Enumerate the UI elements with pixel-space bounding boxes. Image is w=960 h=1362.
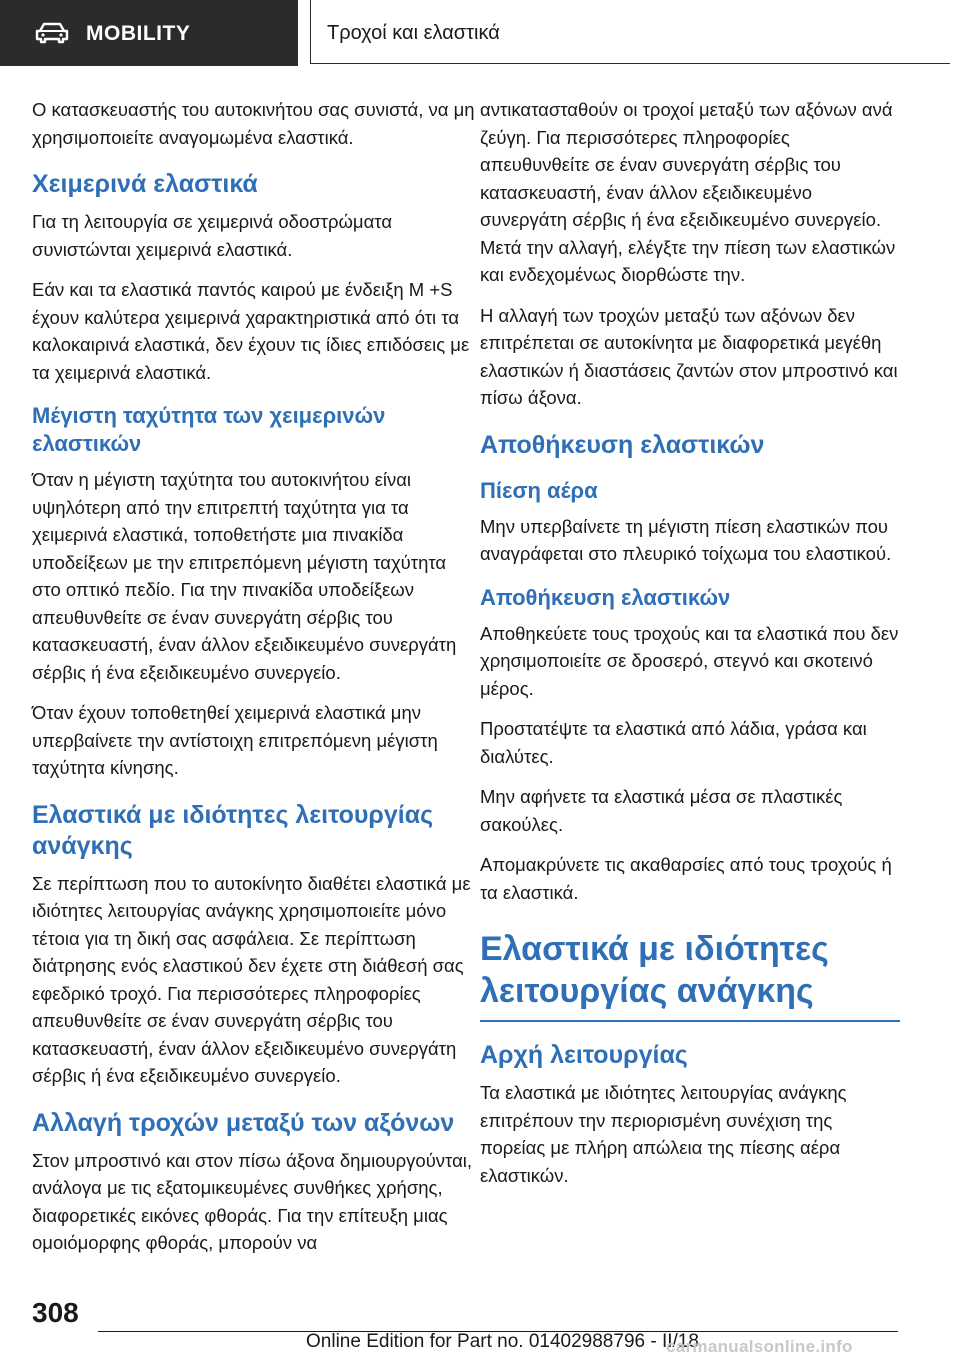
mobility-tab xyxy=(0,0,298,66)
wheel-swap-paragraph-continued: αντικατασταθούν οι τροχοί μεταξύ των αξόνων ανά ζεύγη. Για περισσότερες πληροφορίες απευθυνθείτε σε έναν συνεργάτη σέρβις του κατασκευαστή, έναν άλλον εξειδικευμένο συνεργάτη σέρβις ή ένα εξειδικευμένο συνεργείο. Μετά την αλλαγή, ελέγξτε την πίεση των ελαστικών και ενδεχομένως διορθώστε την. xyxy=(480,99,896,285)
runflat-chapter-heading: Ελαστικά με ιδιότητες λειτουργίας ανάγκης xyxy=(480,928,900,1022)
intro-paragraph: Ο κατασκευαστής του αυτοκινήτου σας συνιστά, να μη χρησιμοποιείτε αναγομωμένα ελαστικά. xyxy=(32,99,475,148)
max-speed-paragraph-2: Όταν έχουν τοποθετηθεί χειμερινά ελαστικά μην υπερβαίνετε την αντίστοιχη επιτρεπόμενη μέγιστη ταχύτητα κίνησης. xyxy=(32,702,438,778)
storage-paragraph-1: Αποθηκεύετε τους τροχούς και τα ελαστικά που δεν χρησιμοποιείτε σε δροσερό, στεγνό και σκοτεινό μέρος. xyxy=(480,622,899,699)
winter-paragraph-1: Για τη λειτουργία σε χειμερινά οδοστρώματα συνιστώνται χειμερινά ελαστικά. xyxy=(32,211,393,260)
car-icon xyxy=(34,22,70,44)
storage-paragraph-3: Μην αφήνετε τα ελαστικά μέσα σε πλαστικές σακούλες. xyxy=(480,786,843,835)
winter-paragraph-2: Εάν και τα ελαστικά παντός καιρού με ένδειξη M +S έχουν καλύτερα χειμερινά χαρακτηριστικά από ότι τα καλοκαιρινά ελαστικά, δεν έχουν τις ίδιες επιδόσεις με τα χειμερινά ελαστικά. xyxy=(32,279,470,383)
edition-text: Online Edition for Part no. 01402988796 - II/18 xyxy=(306,1331,699,1352)
max-speed-paragraph-1: Όταν η μέγιστη ταχύτητα του αυτοκινήτου είναι υψηλότερη από την επιτρεπτή ταχύτητα για τα χειμερινά ελαστικά, τοποθετήστε μια πινακίδα υποδείξεων με την επιτρεπόμενη μέγιστη ταχύτητα στο οπτικό πεδίο. Για την πινακίδα υποδείξεων απευθυνθείτε σε έναν συνεργάτη σέρβις του κατασκευαστή, έναν άλλον εξειδικευμένο συνεργάτη σέρβις ή ένα εξειδικευμένο συνεργείο. xyxy=(32,469,457,683)
page-number: 308 xyxy=(32,1297,79,1328)
chapter-box xyxy=(310,0,950,64)
chapter-title: Τροχοί και ελαστικά xyxy=(327,22,500,44)
runflat-heading: Ελαστικά με ιδιότητες λειτουργίας ανάγκης xyxy=(32,800,434,860)
wheel-swap-paragraph: Στον μπροστινό και στον πίσω άξονα δημιουργούνται, ανάλογα με τις εξατομικευμένες συνθήκες χρήσης, διαφορετικές εικόνες φθοράς. Για την επίτευξη μιας ομοιόμορφης φθοράς, μπορούν να xyxy=(32,1149,473,1253)
runflat-paragraph: Σε περίπτωση που το αυτοκίνητο διαθέτει ελαστικά με ιδιότητες λειτουργίας ανάγκης χρησιμοποιείτε μόνο τέτοια για τη δική σας ασφάλεια. Σε περίπτωση διάτρησης ενός ελαστικού δεν έχετε στη διάθεσή σας εφεδρικό τροχό. Για περισσότερες πληροφορίες απευθυνθείτε σε έναν συνεργάτη σέρβις του κατασκευαστή, έναν άλλον εξειδικευμένο συνεργάτη σέρβις ή ένα εξειδικευμένο συνεργείο. xyxy=(32,872,471,1086)
watermark-text: carmanualsonline.info xyxy=(666,1337,853,1356)
winter-tyres-heading: Χειμερινά ελαστικά xyxy=(32,170,258,198)
storage-paragraph-4: Απομακρύνετε τις ακαθαρσίες από τους τροχούς ή τα ελαστικά. xyxy=(480,854,892,903)
principle-heading: Αρχή λειτουργίας xyxy=(480,1041,688,1069)
wheel-swap-paragraph-2: Η αλλαγή των τροχών μεταξύ των αξόνων δεν επιτρέπεται σε αυτοκίνητα με διαφορετικά μεγέθη ελαστικών ή διαστάσεις ζαντών στον μπροστινό και πίσω άξονα. xyxy=(480,304,898,408)
air-pressure-heading: Πίεση αέρα xyxy=(480,477,598,503)
mobility-tab-label: MOBILITY xyxy=(86,22,191,45)
page-header xyxy=(0,0,960,66)
tyre-storage-subheading: Αποθήκευση ελαστικών xyxy=(480,584,731,610)
wheel-swap-heading: Αλλαγή τροχών μεταξύ των αξόνων xyxy=(32,1108,455,1137)
storage-paragraph-2: Προστατέψτε τα ελαστικά από λάδια, γράσα και διαλύτες. xyxy=(480,718,867,767)
left-column xyxy=(32,96,480,1270)
tyre-storage-heading: Αποθήκευση ελαστικών xyxy=(480,430,765,459)
max-speed-heading: Μέγιστη ταχύτητα των χειμερινών ελαστικών xyxy=(32,403,386,456)
air-pressure-paragraph: Μην υπερβαίνετε τη μέγιστη πίεση ελαστικών που αναγράφεται στο πλευρικό τοίχωμα του ελαστικού. xyxy=(480,515,892,564)
principle-paragraph: Τα ελαστικά με ιδιότητες λειτουργίας ανάγκης επιτρέπουν την περιορισμένη συνέχιση της πορείας με πλήρη απώλεια της πίεσης αέρα ελαστικών. xyxy=(480,1082,847,1186)
right-column xyxy=(480,96,900,1202)
